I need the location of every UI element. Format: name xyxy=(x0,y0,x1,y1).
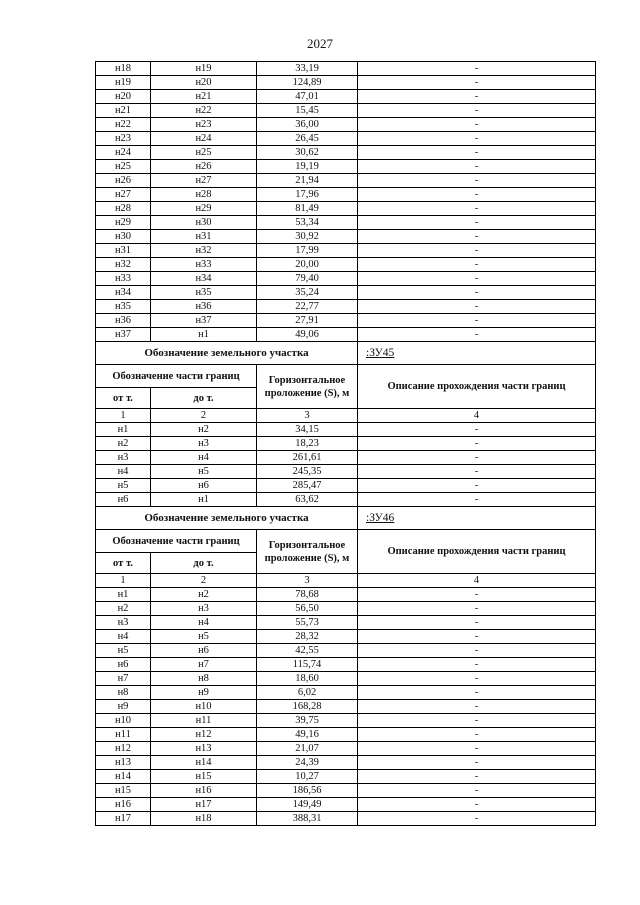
table-row xyxy=(96,300,596,314)
table-row xyxy=(96,118,596,132)
horizontal-length: 78,68 xyxy=(257,588,358,602)
table-row xyxy=(96,328,596,342)
table-row xyxy=(96,700,596,714)
horizontal-length: 56,50 xyxy=(257,602,358,616)
point-from: н6 xyxy=(96,493,151,507)
point-to: н28 xyxy=(151,188,257,202)
point-from: н10 xyxy=(96,714,151,728)
boundary-description: - xyxy=(358,700,596,714)
boundary-description: - xyxy=(358,588,596,602)
horizontal-length: 21,07 xyxy=(257,742,358,756)
boundary-description: - xyxy=(358,672,596,686)
point-from: н30 xyxy=(96,230,151,244)
table-row xyxy=(96,62,596,76)
table-row xyxy=(96,244,596,258)
point-to: н2 xyxy=(151,423,257,437)
horizontal-length: 79,40 xyxy=(257,272,358,286)
table-row xyxy=(96,602,596,616)
point-from: н18 xyxy=(96,62,151,76)
boundary-description: - xyxy=(358,784,596,798)
horizontal-length: 30,62 xyxy=(257,146,358,160)
horizontal-length: 124,89 xyxy=(257,76,358,90)
boundary-description: - xyxy=(358,202,596,216)
point-to: н18 xyxy=(151,812,257,826)
horizontal-length: 18,23 xyxy=(257,437,358,451)
boundary-description: - xyxy=(358,630,596,644)
header-from: от т. xyxy=(96,388,151,409)
table-row xyxy=(96,742,596,756)
horizontal-length: 17,96 xyxy=(257,188,358,202)
horizontal-length: 49,16 xyxy=(257,728,358,742)
point-from: н23 xyxy=(96,132,151,146)
table-row xyxy=(96,798,596,812)
header-row xyxy=(96,530,596,553)
horizontal-length: 30,92 xyxy=(257,230,358,244)
boundary-description: - xyxy=(358,76,596,90)
table-row xyxy=(96,76,596,90)
point-to: н36 xyxy=(151,300,257,314)
horizontal-length: 81,49 xyxy=(257,202,358,216)
boundary-description: - xyxy=(358,118,596,132)
table-row xyxy=(96,188,596,202)
table-row xyxy=(96,714,596,728)
point-to: н3 xyxy=(151,437,257,451)
point-from: н8 xyxy=(96,686,151,700)
point-to: н4 xyxy=(151,616,257,630)
table-row xyxy=(96,132,596,146)
point-from: н4 xyxy=(96,630,151,644)
boundary-description: - xyxy=(358,132,596,146)
horizontal-length: 63,62 xyxy=(257,493,358,507)
boundary-description: - xyxy=(358,493,596,507)
point-from: н11 xyxy=(96,728,151,742)
table-row xyxy=(96,812,596,826)
boundary-description: - xyxy=(358,146,596,160)
table-row xyxy=(96,423,596,437)
table-row xyxy=(96,588,596,602)
point-to: н22 xyxy=(151,104,257,118)
boundary-description: - xyxy=(358,798,596,812)
header-to: до т. xyxy=(151,388,257,409)
point-from: н37 xyxy=(96,328,151,342)
horizontal-length: 17,99 xyxy=(257,244,358,258)
point-to: н11 xyxy=(151,714,257,728)
point-from: н33 xyxy=(96,272,151,286)
header-description: Описание прохождения части границ xyxy=(358,530,596,574)
boundary-description: - xyxy=(358,451,596,465)
point-to: н21 xyxy=(151,90,257,104)
horizontal-length: 285,47 xyxy=(257,479,358,493)
horizontal-length: 21,94 xyxy=(257,174,358,188)
header-part: Обозначение части границ xyxy=(96,530,257,553)
horizontal-length: 24,39 xyxy=(257,756,358,770)
table-row xyxy=(96,272,596,286)
header-length: Горизонтальное проложение (S), м xyxy=(257,530,358,574)
horizontal-length: 28,32 xyxy=(257,630,358,644)
column-number: 1 xyxy=(96,409,151,423)
boundary-description: - xyxy=(358,714,596,728)
horizontal-length: 35,24 xyxy=(257,286,358,300)
horizontal-length: 34,15 xyxy=(257,423,358,437)
table-row xyxy=(96,479,596,493)
point-to: н5 xyxy=(151,630,257,644)
horizontal-length: 33,19 xyxy=(257,62,358,76)
header-from: от т. xyxy=(96,553,151,574)
point-from: н25 xyxy=(96,160,151,174)
point-to: н10 xyxy=(151,700,257,714)
boundary-description: - xyxy=(358,160,596,174)
header-length: Горизонтальное проложение (S), м xyxy=(257,365,358,409)
boundary-description: - xyxy=(358,244,596,258)
page-number: 2027 xyxy=(307,36,333,51)
table-row xyxy=(96,216,596,230)
table-row xyxy=(96,437,596,451)
horizontal-length: 20,00 xyxy=(257,258,358,272)
boundary-description: - xyxy=(358,437,596,451)
point-to: н7 xyxy=(151,658,257,672)
header-row xyxy=(96,365,596,388)
column-number: 4 xyxy=(358,409,596,423)
point-to: н19 xyxy=(151,62,257,76)
boundary-description: - xyxy=(358,602,596,616)
table-row xyxy=(96,756,596,770)
horizontal-length: 186,56 xyxy=(257,784,358,798)
point-from: н27 xyxy=(96,188,151,202)
point-to: н34 xyxy=(151,272,257,286)
point-to: н23 xyxy=(151,118,257,132)
point-to: н3 xyxy=(151,602,257,616)
point-to: н27 xyxy=(151,174,257,188)
horizontal-length: 15,45 xyxy=(257,104,358,118)
boundary-description: - xyxy=(358,423,596,437)
point-from: н15 xyxy=(96,784,151,798)
point-from: н17 xyxy=(96,812,151,826)
point-from: н14 xyxy=(96,770,151,784)
table-row xyxy=(96,672,596,686)
point-to: н12 xyxy=(151,728,257,742)
point-to: н8 xyxy=(151,672,257,686)
column-number-row xyxy=(96,574,596,588)
point-to: н17 xyxy=(151,798,257,812)
horizontal-length: 388,31 xyxy=(257,812,358,826)
table-row xyxy=(96,686,596,700)
point-from: н24 xyxy=(96,146,151,160)
point-to: н1 xyxy=(151,493,257,507)
table-row xyxy=(96,146,596,160)
point-from: н6 xyxy=(96,658,151,672)
column-number: 4 xyxy=(358,574,596,588)
boundary-description: - xyxy=(358,479,596,493)
table-row xyxy=(96,90,596,104)
horizontal-length: 115,74 xyxy=(257,658,358,672)
table-row xyxy=(96,314,596,328)
horizontal-length: 27,91 xyxy=(257,314,358,328)
point-to: н35 xyxy=(151,286,257,300)
boundary-description: - xyxy=(358,90,596,104)
point-from: н28 xyxy=(96,202,151,216)
point-from: н16 xyxy=(96,798,151,812)
boundary-description: - xyxy=(358,616,596,630)
horizontal-length: 39,75 xyxy=(257,714,358,728)
point-from: н34 xyxy=(96,286,151,300)
boundary-description: - xyxy=(358,770,596,784)
point-from: н1 xyxy=(96,423,151,437)
horizontal-length: 36,00 xyxy=(257,118,358,132)
point-to: н16 xyxy=(151,784,257,798)
boundary-description: - xyxy=(358,104,596,118)
table-row xyxy=(96,770,596,784)
point-from: н4 xyxy=(96,465,151,479)
point-from: н2 xyxy=(96,437,151,451)
point-to: н2 xyxy=(151,588,257,602)
horizontal-length: 10,27 xyxy=(257,770,358,784)
point-to: н13 xyxy=(151,742,257,756)
table-row xyxy=(96,104,596,118)
boundary-description: - xyxy=(358,286,596,300)
point-to: н29 xyxy=(151,202,257,216)
point-to: н26 xyxy=(151,160,257,174)
boundary-description: - xyxy=(358,272,596,286)
horizontal-length: 245,35 xyxy=(257,465,358,479)
point-to: н37 xyxy=(151,314,257,328)
point-from: н13 xyxy=(96,756,151,770)
table-row xyxy=(96,160,596,174)
section-title-row xyxy=(96,342,596,365)
point-from: н3 xyxy=(96,451,151,465)
point-to: н6 xyxy=(151,479,257,493)
land-plot-code: :ЗУ46 xyxy=(358,507,596,530)
horizontal-length: 42,55 xyxy=(257,644,358,658)
boundary-description: - xyxy=(358,756,596,770)
table-row xyxy=(96,202,596,216)
point-to: н1 xyxy=(151,328,257,342)
point-from: н32 xyxy=(96,258,151,272)
boundary-description: - xyxy=(358,465,596,479)
table-row xyxy=(96,451,596,465)
boundary-description: - xyxy=(358,258,596,272)
table-row xyxy=(96,630,596,644)
point-to: н30 xyxy=(151,216,257,230)
column-number: 2 xyxy=(151,574,257,588)
point-from: н7 xyxy=(96,672,151,686)
point-from: н21 xyxy=(96,104,151,118)
horizontal-length: 168,28 xyxy=(257,700,358,714)
column-number: 1 xyxy=(96,574,151,588)
boundary-description: - xyxy=(358,728,596,742)
point-to: н20 xyxy=(151,76,257,90)
table-row xyxy=(96,465,596,479)
horizontal-length: 149,49 xyxy=(257,798,358,812)
column-number: 3 xyxy=(257,409,358,423)
column-number-row xyxy=(96,409,596,423)
section-title-row xyxy=(96,507,596,530)
horizontal-length: 261,61 xyxy=(257,451,358,465)
boundary-description: - xyxy=(358,644,596,658)
point-from: н9 xyxy=(96,700,151,714)
point-from: н20 xyxy=(96,90,151,104)
table-row xyxy=(96,493,596,507)
point-from: н29 xyxy=(96,216,151,230)
point-from: н12 xyxy=(96,742,151,756)
point-from: н1 xyxy=(96,588,151,602)
point-from: н26 xyxy=(96,174,151,188)
point-to: н15 xyxy=(151,770,257,784)
horizontal-length: 19,19 xyxy=(257,160,358,174)
horizontal-length: 53,34 xyxy=(257,216,358,230)
point-from: н2 xyxy=(96,602,151,616)
boundary-description: - xyxy=(358,328,596,342)
point-to: н31 xyxy=(151,230,257,244)
boundary-description: - xyxy=(358,314,596,328)
point-from: н5 xyxy=(96,644,151,658)
horizontal-length: 55,73 xyxy=(257,616,358,630)
table-row xyxy=(96,616,596,630)
boundary-description: - xyxy=(358,812,596,826)
boundary-description: - xyxy=(358,216,596,230)
horizontal-length: 6,02 xyxy=(257,686,358,700)
point-to: н9 xyxy=(151,686,257,700)
point-to: н25 xyxy=(151,146,257,160)
point-to: н6 xyxy=(151,644,257,658)
boundary-description: - xyxy=(358,230,596,244)
point-from: н35 xyxy=(96,300,151,314)
horizontal-length: 26,45 xyxy=(257,132,358,146)
table-row xyxy=(96,658,596,672)
table-row xyxy=(96,784,596,798)
point-to: н14 xyxy=(151,756,257,770)
table-row xyxy=(96,258,596,272)
point-from: н19 xyxy=(96,76,151,90)
boundary-description: - xyxy=(358,174,596,188)
horizontal-length: 18,60 xyxy=(257,672,358,686)
table-row xyxy=(96,728,596,742)
point-from: н3 xyxy=(96,616,151,630)
boundary-description: - xyxy=(358,658,596,672)
point-to: н5 xyxy=(151,465,257,479)
header-part: Обозначение части границ xyxy=(96,365,257,388)
header-to: до т. xyxy=(151,553,257,574)
point-from: н5 xyxy=(96,479,151,493)
point-from: н36 xyxy=(96,314,151,328)
boundary-description: - xyxy=(358,300,596,314)
boundary-table xyxy=(95,61,596,826)
column-number: 2 xyxy=(151,409,257,423)
point-from: н31 xyxy=(96,244,151,258)
land-plot-label: Обозначение земельного участка xyxy=(96,342,358,365)
horizontal-length: 49,06 xyxy=(257,328,358,342)
point-to: н32 xyxy=(151,244,257,258)
land-plot-label: Обозначение земельного участка xyxy=(96,507,358,530)
boundary-description: - xyxy=(358,742,596,756)
column-number: 3 xyxy=(257,574,358,588)
table-row xyxy=(96,174,596,188)
horizontal-length: 47,01 xyxy=(257,90,358,104)
point-to: н33 xyxy=(151,258,257,272)
horizontal-length: 22,77 xyxy=(257,300,358,314)
table-row xyxy=(96,230,596,244)
table-row xyxy=(96,286,596,300)
point-to: н24 xyxy=(151,132,257,146)
point-to: н4 xyxy=(151,451,257,465)
boundary-description: - xyxy=(358,62,596,76)
boundary-description: - xyxy=(358,188,596,202)
header-description: Описание прохождения части границ xyxy=(358,365,596,409)
boundary-description: - xyxy=(358,686,596,700)
point-from: н22 xyxy=(96,118,151,132)
land-plot-code: :ЗУ45 xyxy=(358,342,596,365)
table-row xyxy=(96,644,596,658)
